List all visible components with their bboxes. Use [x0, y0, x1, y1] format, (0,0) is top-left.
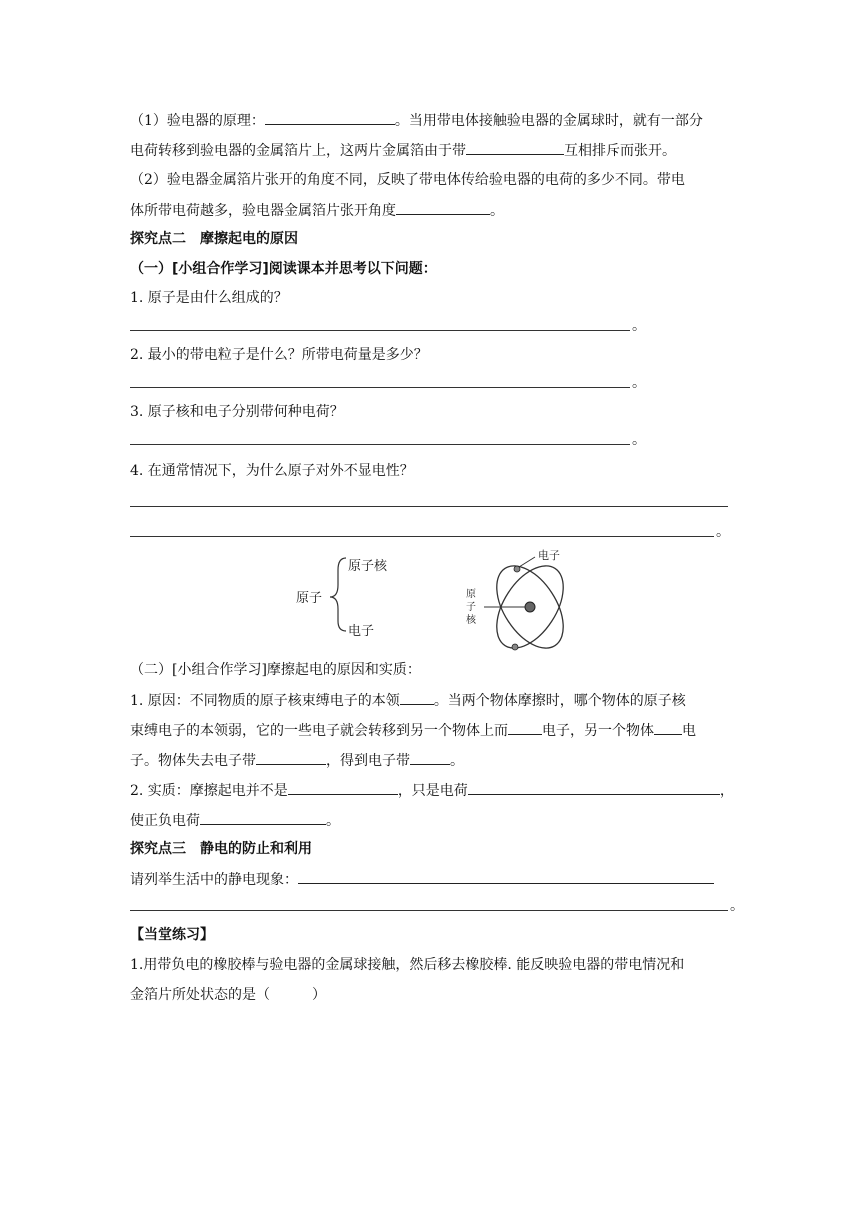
question-4: 4. 在通常情况下，为什么原子对外不显电性？ [130, 463, 414, 479]
negative-blank[interactable] [410, 750, 450, 765]
static-examples-line-2[interactable] [130, 910, 728, 911]
separate-blank[interactable] [200, 810, 326, 825]
cause-line-2 [130, 720, 696, 741]
cause-text-5: 电 [682, 723, 696, 739]
charge-type-blank[interactable] [466, 140, 564, 155]
cause-period: 。 [450, 753, 464, 769]
principle-text-2: 电荷转移到验电器的金属箔片上，这两片金属箔由于带 [130, 143, 466, 159]
electron-pointer-label: 电子 [538, 549, 560, 562]
positive-blank[interactable] [256, 750, 326, 765]
essence-text: 2. 实质：摩擦起电并不是 [130, 783, 288, 799]
lose-blank[interactable] [508, 720, 542, 735]
answer-line-4b[interactable] [130, 536, 714, 537]
nucleus-vertical-1: 原 [466, 589, 476, 600]
answer-period-4: 。 [716, 524, 730, 540]
group-study-2: （二）[小组合作学习]摩擦起电的原因和实质： [130, 662, 421, 678]
essence-line-2 [130, 810, 340, 831]
angle-line-2 [130, 200, 504, 221]
atom-structure-figure [290, 545, 600, 655]
angle-line-1: （2）验电器金属箔片张开的角度不同，反映了带电体传给验电器的电荷的多少不同。带电 [130, 172, 685, 188]
ability-blank[interactable] [400, 690, 434, 705]
essence-comma: ， [719, 783, 734, 799]
section-3-heading: 探究点三 静电的防止和利用 [130, 841, 312, 857]
brace-icon [330, 558, 346, 631]
cause-text-7: ，得到电子带 [326, 753, 410, 769]
principle-text: 。当用带电体接触验电器的金属球时，就有一部分 [394, 113, 703, 129]
static-examples-period: 。 [730, 898, 744, 914]
section-2-heading: 探究点二 摩擦起电的原因 [130, 231, 298, 247]
gain-blank[interactable] [654, 720, 682, 735]
atom-model [483, 554, 577, 655]
answer-period-1: 。 [632, 318, 646, 334]
electron-dot [512, 644, 518, 650]
static-examples-line [130, 869, 714, 890]
static-examples-label: 请列举生活中的静电现象： [130, 872, 298, 888]
answer-line-1[interactable] [130, 330, 630, 331]
practice-q1-line-1: 1.用带负电的橡胶棒与验电器的金属球接触，然后移去橡胶棒. 能反映验电器的带电情况和 [130, 957, 685, 973]
cause-text-3: 束缚电子的本领弱，它的一些电子就会转移到另一个物体上而 [130, 723, 508, 739]
cause-line-3 [130, 750, 464, 771]
electron-label: 电子 [348, 624, 375, 639]
principle-line-1 [130, 110, 703, 131]
essence-text-3: 使正负电荷 [130, 813, 200, 829]
essence-text-2: ，只是电荷 [397, 783, 468, 799]
transfer-blank[interactable] [468, 780, 720, 795]
question-1: 1. 原子是由什么组成的？ [130, 290, 288, 306]
practice-heading: 【当堂练习】 [130, 927, 214, 943]
cause-line-1 [130, 690, 686, 711]
nucleus-vertical-2: 子 [466, 602, 476, 613]
essence-line-1 [130, 780, 734, 801]
atom-label: 原子 [296, 591, 323, 606]
angle-text: 体所带电荷越多，验电器金属箔片张开角度 [130, 203, 396, 219]
principle-blank[interactable] [265, 110, 395, 125]
practice-q1-line-2: 金箔片所处状态的是（ ） [130, 987, 326, 1003]
angle-blank[interactable] [396, 200, 490, 215]
nucleus-dot [525, 602, 535, 612]
answer-line-3[interactable] [130, 444, 630, 445]
create-blank[interactable] [288, 780, 398, 795]
answer-line-4a[interactable] [130, 506, 728, 507]
cause-text: 1. 原因：不同物质的原子核束缚电子的本领 [130, 693, 400, 709]
question-3: 3. 原子核和电子分别带何种电荷？ [130, 404, 344, 420]
angle-period: 。 [490, 203, 504, 219]
principle-line-2 [130, 140, 676, 161]
cause-text-6: 子。物体失去电子带 [130, 753, 256, 769]
nucleus-label: 原子核 [348, 559, 388, 574]
answer-line-2[interactable] [130, 387, 630, 388]
question-2: 2. 最小的带电粒子是什么？所带电荷量是多少？ [130, 347, 428, 363]
group-study-1: （一）[小组合作学习]阅读课本并思考以下问题： [130, 261, 437, 277]
static-examples-blank[interactable] [298, 869, 714, 884]
essence-period: 。 [326, 813, 340, 829]
nucleus-vertical-3: 核 [466, 615, 476, 626]
cause-text-4: 电子，另一个物体 [542, 723, 654, 739]
principle-label: （1）验电器的原理： [130, 113, 265, 129]
answer-period-3: 。 [632, 432, 646, 448]
cause-text-2: 。当两个物体摩擦时，哪个物体的原子核 [433, 693, 686, 709]
principle-text-3: 互相排斥而张开。 [564, 143, 676, 159]
answer-period-2: 。 [632, 375, 646, 391]
